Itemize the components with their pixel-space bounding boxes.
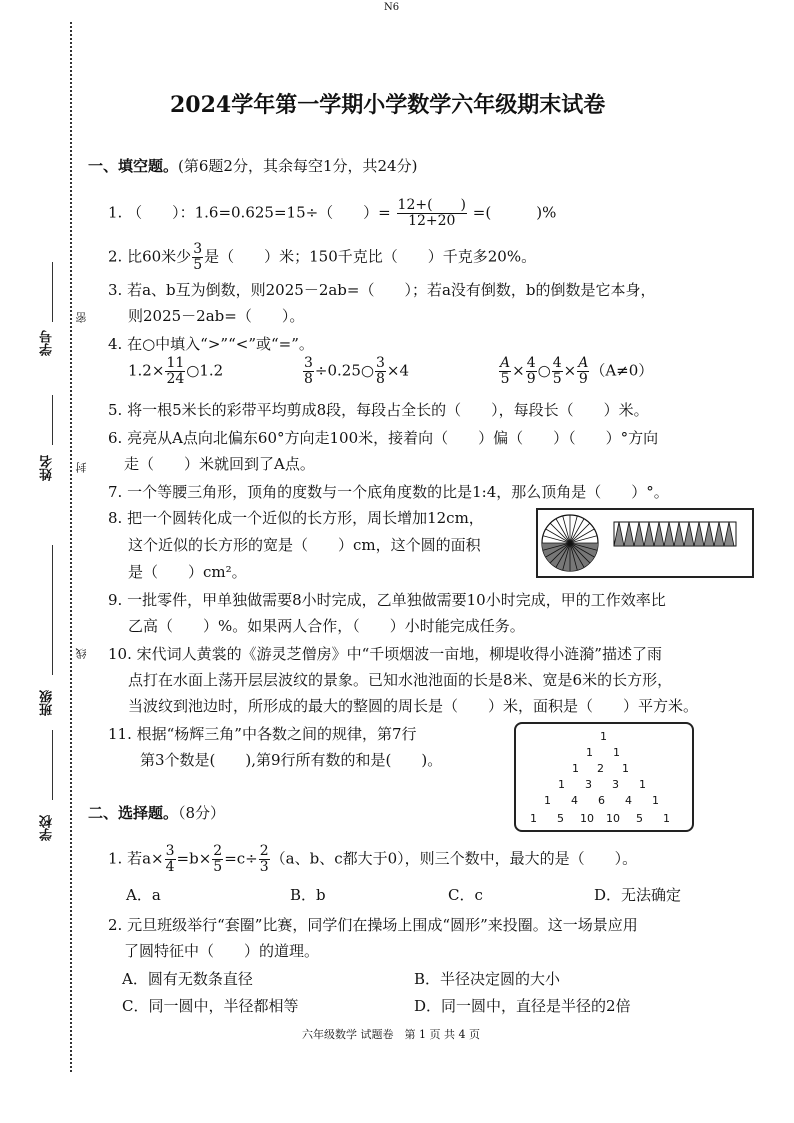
question-number: 2. <box>108 916 123 934</box>
numerator: 4 <box>526 355 536 371</box>
numerator: 3 <box>304 355 313 371</box>
question-text: 一批零件，甲单独做需要8小时完成，乙单独做需要10小时完成，甲的工作效率比 <box>127 591 666 609</box>
question-text: 把一个圆转化成一个近似的长方形，周长增加12cm， <box>127 509 484 527</box>
option-d[interactable]: D．无法确定 <box>594 886 682 904</box>
fraction <box>552 356 563 387</box>
question-number: 2. <box>108 247 123 266</box>
triangle-row-1 <box>600 730 607 743</box>
school-label: 学校 <box>40 815 55 841</box>
numerator: 3 <box>165 843 175 859</box>
question-10-line3: 当波纹到池边时，所形成的最大的整圆的周长是（ ）米，面积是（ ）平方米。 <box>128 697 699 715</box>
section2-header <box>88 803 225 823</box>
option-b[interactable]: B．半径决定圆的大小 <box>414 970 561 988</box>
triangle-number: 1 <box>530 812 537 825</box>
question-number: 3. <box>108 281 123 299</box>
denominator: 9 <box>526 371 536 387</box>
expr-text: ÷0.25○ <box>314 361 374 380</box>
section2-heading: 二、选择题。 <box>88 804 179 822</box>
question-10 <box>108 644 662 664</box>
question-text: 宋代词人黄裳的《游灵芝僧房》中“千顷烟波一亩地，柳堤收得小涟漪”描述了雨 <box>136 645 662 663</box>
question-4 <box>108 334 314 354</box>
fraction <box>499 356 511 387</box>
fraction <box>165 844 176 875</box>
question-text: 若a× <box>127 849 164 868</box>
expr-text: × <box>563 361 577 380</box>
triangle-number: 2 <box>597 762 604 775</box>
triangle-number: 3 <box>585 778 592 791</box>
compare-expr-2 <box>302 356 409 387</box>
question-number: 9. <box>108 591 123 609</box>
triangle-number: 1 <box>572 762 579 775</box>
triangle-row-3 <box>572 762 629 775</box>
xian-mark: 线 <box>75 648 88 659</box>
sectored-circle <box>542 515 598 571</box>
question-text: （ ）：1.6=0.625=15÷（ ）= <box>127 203 391 222</box>
triangle-number: 4 <box>625 794 632 807</box>
triangle-number: 6 <box>598 794 605 807</box>
triangle-number: 5 <box>636 812 643 825</box>
question-text: =c÷ <box>224 849 258 868</box>
denominator: 8 <box>375 371 385 387</box>
question-text: 根据“杨辉三角”中各数之间的规律，第7行 <box>136 725 417 743</box>
fraction <box>397 198 467 229</box>
question-8-line3: 是（ ）cm²。 <box>128 563 247 581</box>
question-5 <box>108 400 649 420</box>
binding-dotted-line <box>70 22 72 1072</box>
circle-rectangle-diagram <box>538 510 752 576</box>
question-7 <box>108 482 669 502</box>
question-number: 10. <box>108 645 132 663</box>
choice-question-2-line2: 了圆特征中（ ）的道理。 <box>124 942 320 960</box>
denominator: 5 <box>213 859 223 875</box>
question-9 <box>108 590 666 610</box>
numerator: 3 <box>375 355 385 371</box>
numerator: 11 <box>166 355 185 371</box>
choice-question-1 <box>108 844 637 875</box>
triangle-row-2 <box>586 746 620 759</box>
choice-question-2 <box>108 915 638 935</box>
question-8 <box>108 508 484 528</box>
class-underline <box>52 545 53 675</box>
approx-rectangle <box>614 522 736 546</box>
denominator: 8 <box>304 371 313 387</box>
question-11-line2: 第3个数是( ),第9行所有数的和是( )。 <box>140 751 443 769</box>
fraction <box>259 844 270 875</box>
question-number: 8. <box>108 509 123 527</box>
denominator: 9 <box>578 371 588 387</box>
question-number: 1. <box>108 203 123 222</box>
question-text: 比60米少 <box>127 247 192 266</box>
fraction <box>375 356 386 387</box>
triangle-number: 1 <box>613 746 620 759</box>
fraction <box>212 844 223 875</box>
expr-text: （A≠0） <box>590 361 654 380</box>
section2-note: （8分） <box>178 804 226 822</box>
triangle-number: 1 <box>558 778 565 791</box>
denominator: 5 <box>552 371 562 387</box>
denominator: 24 <box>166 371 185 387</box>
circle-to-rectangle-figure <box>536 508 754 578</box>
triangle-number: 1 <box>663 812 670 825</box>
option-c[interactable]: C．同一圆中，半径都相等 <box>122 997 299 1015</box>
triangle-number: 1 <box>544 794 551 807</box>
numerator: 4 <box>552 355 562 371</box>
triangle-number: 1 <box>586 746 593 759</box>
expr-text: 1.2× <box>128 361 165 380</box>
section1-header <box>88 156 417 176</box>
expr-text: ×4 <box>386 361 410 380</box>
numerator: A <box>500 355 511 371</box>
question-number: 4. <box>108 335 123 353</box>
numerator: 2 <box>259 843 269 859</box>
denominator: 3 <box>259 859 269 875</box>
denominator: 12+20 <box>408 213 456 229</box>
triangle-number: 3 <box>612 778 619 791</box>
question-9-line2: 乙高（ ）%。如果两人合作，（ ）小时能完成任务。 <box>128 617 525 635</box>
name-underline <box>52 395 53 445</box>
page-footer: 六年级数学 试题卷 第 1 页 共 4 页 <box>302 1028 480 1041</box>
mi-mark: 密 <box>75 312 88 323</box>
triangle-number: 10 <box>606 812 620 825</box>
question-text: 元旦班级举行“套圈”比赛，同学们在操场上围成“圆形”来投圈。这一场景应用 <box>127 916 638 934</box>
question-text: 将一根5米长的彩带平均剪成8段，每段占全长的（ ），每段长（ ）米。 <box>127 401 649 419</box>
student-no-label: 学号 <box>40 330 55 356</box>
question-10-line2: 点打在水面上荡开层层波纹的景象。已知水池池面的长是8米、宽是6米的长方形， <box>128 671 673 689</box>
option-a[interactable]: A．圆有无数条直径 <box>122 970 253 988</box>
page-title: 2024学年第一学期小学数学六年级期末试卷 <box>170 92 606 118</box>
numerator: 2 <box>213 843 223 859</box>
option-a[interactable]: A．a <box>126 886 161 904</box>
numerator: A <box>578 355 589 371</box>
question-text: =( )% <box>472 203 557 222</box>
question-number: 11. <box>108 725 132 743</box>
expr-text: ○1.2 <box>186 361 224 380</box>
denominator: 5 <box>500 371 510 387</box>
question-number: 5. <box>108 401 123 419</box>
triangle-row-5 <box>544 794 659 807</box>
question-text: （a、b、c都大于0），则三个数中，最大的是（ ）。 <box>270 849 638 868</box>
question-3-line2: 则2025－2ab=（ ）。 <box>128 307 305 325</box>
compare-expr-3 <box>498 356 653 387</box>
expr-text: × <box>512 361 525 380</box>
triangle-number: 1 <box>639 778 646 791</box>
triangle-number: 1 <box>652 794 659 807</box>
denominator: 4 <box>165 859 175 875</box>
question-text: 若a、b互为倒数，则2025－2ab=（ ）；若a没有倒数，b的倒数是它本身， <box>127 281 656 299</box>
question-text: =b× <box>176 849 212 868</box>
class-label: 班级 <box>40 690 55 716</box>
triangle-row-6 <box>530 812 670 825</box>
fraction <box>165 356 185 387</box>
triangle-number: 4 <box>571 794 578 807</box>
fraction <box>526 356 537 387</box>
expr-text: ○ <box>537 361 551 380</box>
question-6-line2: 走（ ）米就回到了A点。 <box>124 455 315 473</box>
question-text: 在○中填入“>”“<”或“=”。 <box>127 335 314 353</box>
question-number: 6. <box>108 429 123 447</box>
header-mark: N6 <box>384 2 400 13</box>
school-underline <box>52 730 53 800</box>
yanghui-triangle-box <box>514 722 694 832</box>
fraction <box>577 356 589 387</box>
question-2 <box>108 242 536 273</box>
compare-expr-1 <box>128 356 223 387</box>
fraction <box>192 242 203 273</box>
question-1 <box>108 198 556 229</box>
question-11 <box>108 724 417 744</box>
question-3 <box>108 280 656 300</box>
question-number: 1. <box>108 849 123 868</box>
triangle-number: 1 <box>622 762 629 775</box>
triangle-number: 10 <box>580 812 594 825</box>
triangle-row-4 <box>558 778 646 791</box>
question-text: 是（ ）米；150千克比（ ）千克多20%。 <box>204 247 537 266</box>
student-no-underline <box>52 262 53 322</box>
section1-heading: 一、填空题。 <box>88 157 179 175</box>
question-6 <box>108 428 658 448</box>
option-b[interactable]: B．b <box>290 886 326 904</box>
question-8-line2: 这个近似的长方形的宽是（ ）cm，这个圆的面积 <box>128 536 481 554</box>
question-number: 7. <box>108 483 123 501</box>
triangle-number: 1 <box>600 730 607 743</box>
fraction <box>303 356 314 387</box>
denominator: 5 <box>193 257 203 273</box>
question-text: 亮亮从A点向北偏东60°方向走100米，接着向（ ）偏（ ）（ ）°方向 <box>127 429 659 447</box>
name-label: 姓名 <box>40 455 55 481</box>
numerator: 3 <box>193 241 203 257</box>
option-d[interactable]: D．同一圆中，直径是半径的2倍 <box>414 997 631 1015</box>
feng-mark: 封 <box>75 462 88 473</box>
section1-note: (第6题2分，其余每空1分，共24分) <box>178 157 418 175</box>
question-text: 一个等腰三角形，顶角的度数与一个底角度数的比是1:4，那么顶角是（ ）°。 <box>127 483 669 501</box>
numerator: 12+( ) <box>397 197 467 213</box>
option-c[interactable]: C．c <box>448 886 483 904</box>
triangle-number: 5 <box>557 812 564 825</box>
